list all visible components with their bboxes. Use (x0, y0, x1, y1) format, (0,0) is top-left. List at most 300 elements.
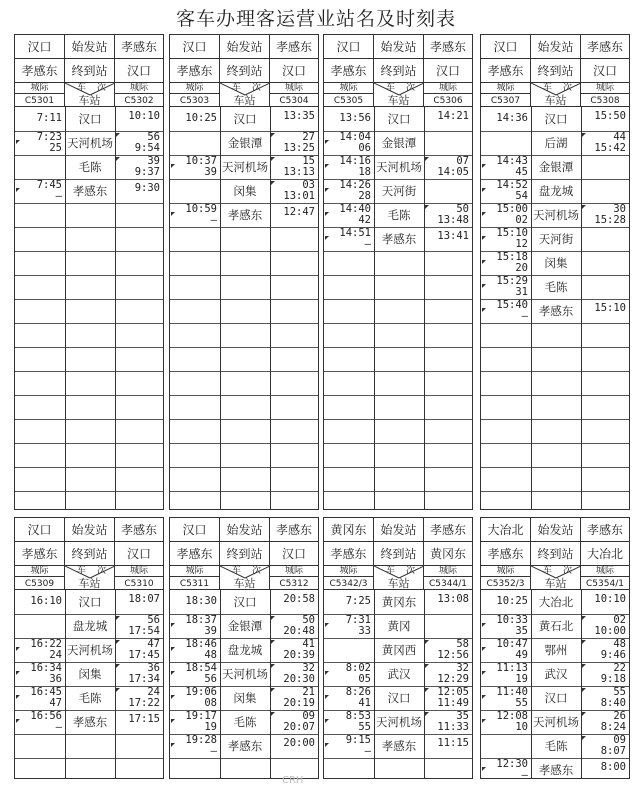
station-name: 天河机场 (67, 643, 113, 657)
grid-line (481, 347, 630, 348)
left-train-number: C5307 (490, 96, 521, 106)
grid-line (15, 251, 164, 252)
station-name: 鄂州 (544, 643, 568, 657)
departure-time: 36 (49, 673, 62, 685)
time: 14:21 (437, 110, 469, 122)
corner-mark (271, 664, 275, 668)
corner-mark (271, 133, 275, 137)
terminal-station: 大冶北 (586, 547, 623, 561)
che-label: 车 (543, 566, 553, 576)
arrival-time: 14:51 (339, 227, 371, 239)
arrival-time: 11:40 (496, 686, 528, 698)
arrival-departure-cell (270, 686, 318, 710)
header-row-origin (324, 35, 473, 59)
arrival-time: 16:34 (30, 662, 62, 674)
arrival-departure-cell (424, 734, 472, 758)
arrival-departure-cell (481, 299, 531, 323)
header-row-origin (481, 518, 630, 542)
station-name: 孝感东 (381, 739, 417, 753)
arrival-time: 7:45 (36, 179, 62, 191)
intercity-label: 城际 (581, 83, 629, 94)
arrival-departure-cell (424, 710, 472, 734)
right-train-cell (270, 83, 318, 107)
departure-time: 06 (358, 142, 371, 154)
grid-line (15, 275, 164, 276)
arrival-time: 15:18 (496, 251, 528, 263)
left-train-cell (15, 83, 65, 107)
train-number-header (170, 83, 319, 107)
arrival-time: 56 (147, 131, 160, 143)
origin-station: 孝感东 (15, 542, 65, 566)
arrival-departure-cell (581, 614, 629, 638)
header-row-terminal (324, 542, 473, 566)
arrival-time: 50 (456, 203, 469, 215)
departure-time: 33 (358, 625, 371, 637)
arrival-departure-cell (481, 590, 531, 614)
arrival-departure-cell (581, 758, 629, 779)
grid-line (324, 299, 473, 300)
arrival-departure-cell (15, 662, 65, 686)
station-header-cell (374, 83, 424, 107)
departure-time: 12 (515, 238, 528, 250)
corner-mark (482, 623, 486, 627)
departure-time: 9:46 (600, 649, 626, 661)
grid-line (15, 299, 164, 300)
time: 20:58 (283, 593, 315, 605)
arrival-departure-cell (481, 275, 531, 299)
time: 14:36 (496, 112, 528, 124)
arrival-departure-cell (170, 638, 220, 662)
departure-time: 55 (515, 697, 528, 709)
grid-line (324, 467, 473, 468)
corner-mark (16, 695, 20, 699)
terminal-station: 孝感东 (586, 40, 623, 54)
arrival-departure-cell (481, 758, 531, 779)
origin-station: 汉口 (15, 35, 65, 59)
station-name: 汉口 (544, 691, 568, 705)
corner-mark (482, 647, 486, 651)
corner-mark (425, 640, 429, 644)
departure-time: 8:24 (600, 721, 626, 733)
arrival-departure-cell (424, 662, 472, 686)
arrival-time: 03 (302, 179, 315, 191)
arrival-departure-cell (424, 227, 472, 251)
left-train-cell (324, 566, 374, 590)
departure-time: 41 (358, 697, 371, 709)
arrival-time: 15 (302, 155, 315, 167)
station-name: 孝感东 (538, 763, 574, 777)
arrival-departure-cell (270, 131, 318, 155)
arrival-time: 55 (613, 686, 626, 698)
corner-mark (171, 164, 175, 168)
departure-time: 47 (49, 697, 62, 709)
train-number-header (15, 566, 164, 590)
station-name: 天河街 (538, 232, 574, 246)
timetable-panel (323, 517, 473, 779)
grid-line (15, 758, 164, 759)
departure-time: 12:29 (437, 673, 469, 685)
train-number-header (324, 566, 473, 590)
origin-station: 汉口 (324, 35, 374, 59)
departure-time: 9:18 (600, 673, 626, 685)
arrival-departure-cell (324, 662, 374, 686)
corner-mark (171, 743, 175, 747)
corner-mark (271, 712, 275, 716)
right-train-number: C5302 (124, 96, 154, 106)
intercity-label: 城际 (115, 566, 163, 577)
corner-mark (271, 688, 275, 692)
corner-mark (582, 133, 586, 137)
arrival-departure-cell (581, 251, 629, 275)
origin-station: 黄冈东 (324, 518, 374, 542)
arrival-time: 16:56 (30, 710, 62, 722)
arrival-departure-cell (170, 179, 220, 203)
arrival-departure-cell (15, 155, 65, 179)
time: 15:10 (594, 302, 626, 314)
left-train-number: C5301 (24, 96, 55, 106)
time: 10:25 (496, 595, 528, 607)
origin-station: 孝感东 (170, 542, 220, 566)
station-name: 孝感东 (538, 304, 574, 318)
intercity-label: 城际 (424, 566, 472, 577)
right-train-cell (270, 566, 318, 590)
time: 11:15 (437, 737, 469, 749)
grid-line (324, 251, 473, 252)
terminal-label: 终到站 (220, 59, 270, 83)
arrival-time: 14:16 (339, 155, 371, 167)
left-train-number: C5303 (179, 96, 210, 106)
corner-mark (582, 205, 586, 209)
grid-line (15, 491, 164, 492)
time: 16:10 (30, 595, 62, 607)
origin-label: 始发站 (220, 518, 270, 542)
origin-station: 孝感东 (324, 59, 374, 83)
grid-line (170, 227, 319, 228)
terminal-label: 终到站 (531, 542, 581, 566)
grid-line (324, 491, 473, 492)
grid-line (170, 371, 319, 372)
terminal-station: 孝感东 (429, 40, 466, 54)
arrival-time: 18:46 (185, 638, 217, 650)
departure-time: 17:54 (128, 625, 160, 637)
arrival-departure-cell (324, 179, 374, 203)
departure-time: — (364, 745, 371, 757)
station-name: 毛陈 (233, 715, 257, 729)
grid-line (15, 227, 164, 228)
arrival-departure-cell (324, 227, 374, 251)
station-name: 毛陈 (544, 739, 568, 753)
grid-line (15, 395, 164, 396)
corner-mark (482, 236, 486, 240)
arrival-departure-cell (481, 251, 531, 275)
arrival-time: 10:59 (185, 203, 217, 215)
arrival-departure-cell (324, 686, 374, 710)
time: 8:00 (600, 761, 626, 773)
departure-time: 20:30 (283, 673, 315, 685)
arrival-time: 14:52 (496, 179, 528, 191)
station-name: 黄冈西 (381, 643, 417, 657)
arrival-departure-cell (481, 638, 531, 662)
arrival-time: 02 (613, 614, 626, 626)
terminal-label: 终到站 (220, 542, 270, 566)
arrival-departure-cell (424, 638, 472, 662)
arrival-departure-cell (170, 155, 220, 179)
departure-time: 08 (204, 697, 217, 709)
departure-time: 55 (358, 721, 371, 733)
arrival-time: 9:15 (345, 734, 371, 746)
station-name: 黄石北 (538, 619, 574, 633)
station-label: 车站 (233, 577, 256, 590)
arrival-time: 8:53 (345, 710, 371, 722)
timetable-panel (323, 34, 473, 510)
corner-mark (425, 664, 429, 668)
arrival-time: 7:23 (36, 131, 62, 143)
arrival-departure-cell (424, 131, 472, 155)
left-train-number: C5311 (179, 579, 210, 589)
arrival-departure-cell (170, 734, 220, 758)
grid-line (15, 347, 164, 348)
departure-time: — (55, 721, 62, 733)
grid-line (481, 323, 630, 324)
station-name: 毛陈 (544, 280, 568, 294)
station-label: 车站 (387, 577, 410, 590)
corner-mark (116, 688, 120, 692)
grid-line (481, 395, 630, 396)
departure-time: 13:25 (283, 142, 315, 154)
departure-time: 9:54 (134, 142, 160, 154)
grid-line (170, 758, 319, 759)
origin-station: 孝感东 (324, 542, 374, 566)
corner-mark (325, 164, 329, 168)
arrival-departure-cell (424, 686, 472, 710)
arrival-departure-cell (115, 131, 163, 155)
header-row-origin (324, 518, 473, 542)
station-name: 孝感东 (381, 232, 417, 246)
ci-label: 次 (96, 566, 106, 576)
corner-mark (425, 205, 429, 209)
train-number-header (15, 83, 164, 107)
arrival-time: 09 (302, 710, 315, 722)
station-name: 盘龙城 (72, 619, 108, 633)
corner-mark (271, 157, 275, 161)
right-train-number: C5344/1 (429, 579, 467, 589)
left-train-number: C5305 (333, 96, 364, 106)
station-name: 汉口 (233, 112, 257, 126)
header-row-terminal (324, 59, 473, 83)
arrival-time: 8:26 (345, 686, 371, 698)
arrival-time: 56 (147, 614, 160, 626)
intercity-label: 城际 (481, 566, 530, 577)
arrival-departure-cell (581, 686, 629, 710)
grid-line (15, 203, 164, 204)
station-name: 天河机场 (222, 160, 268, 174)
departure-time: 18 (358, 166, 371, 178)
intercity-label: 城际 (324, 83, 373, 94)
arrival-departure-cell (15, 638, 65, 662)
arrival-departure-cell (581, 227, 629, 251)
arrival-departure-cell (581, 275, 629, 299)
grid-line (170, 419, 319, 420)
station-name: 盘龙城 (538, 184, 574, 198)
station-name: 黄冈东 (381, 595, 417, 609)
departure-time: — (55, 190, 62, 202)
terminal-station: 汉口 (435, 64, 460, 78)
header-row-terminal (170, 542, 319, 566)
arrival-departure-cell (270, 203, 318, 227)
terminal-station: 汉口 (126, 64, 151, 78)
station-name: 黄冈 (387, 619, 411, 633)
departure-time: 45 (515, 166, 528, 178)
arrival-time: 12:30 (496, 758, 528, 770)
time: 18:07 (128, 593, 160, 605)
intercity-label: 城际 (481, 83, 530, 94)
arrival-time: 10:47 (496, 638, 528, 650)
corner-mark (482, 671, 486, 675)
corner-mark (582, 688, 586, 692)
origin-station: 汉口 (170, 518, 220, 542)
terminal-station: 孝感东 (275, 40, 312, 54)
arrival-time: 15:00 (496, 203, 528, 215)
time: 12:47 (283, 206, 315, 218)
station-name: 汉口 (78, 595, 102, 609)
station-name: 天河机场 (222, 667, 268, 681)
corner-mark (16, 140, 20, 144)
departure-time: 20 (515, 262, 528, 274)
grid-line (324, 275, 473, 276)
arrival-departure-cell (115, 710, 163, 734)
departure-time: 02 (515, 214, 528, 226)
arrival-time: 14:26 (339, 179, 371, 191)
corner-mark (116, 616, 120, 620)
arrival-time: 12:05 (437, 686, 469, 698)
header-row-terminal (481, 542, 630, 566)
departure-time: 11:49 (437, 697, 469, 709)
station-header-cell (65, 566, 115, 590)
station-header-cell (220, 566, 270, 590)
departure-time: 8:40 (600, 697, 626, 709)
intercity-label: 城际 (324, 566, 373, 577)
grid-line (324, 419, 473, 420)
arrival-departure-cell (15, 590, 65, 614)
terminal-label: 终到站 (531, 59, 581, 83)
station-name: 武汉 (544, 667, 568, 681)
corner-mark (482, 188, 486, 192)
station-name: 天河机场 (533, 715, 579, 729)
arrival-departure-cell (424, 203, 472, 227)
station-header-cell (374, 566, 424, 590)
arrival-time: 14:04 (339, 131, 371, 143)
time: 13:41 (437, 230, 469, 242)
arrival-time: 21 (302, 686, 315, 698)
origin-station: 孝感东 (170, 59, 220, 83)
station-name: 汉口 (387, 112, 411, 126)
corner-mark (482, 767, 486, 771)
header-row-origin (481, 35, 630, 59)
departure-time: 13:13 (283, 166, 315, 178)
departure-time: 35 (515, 625, 528, 637)
corner-mark (325, 236, 329, 240)
arrival-departure-cell (481, 227, 531, 251)
arrival-time: 39 (147, 155, 160, 167)
arrival-departure-cell (115, 590, 163, 614)
grid-line (170, 323, 319, 324)
departure-time: 48 (204, 649, 217, 661)
arrival-time: 16:45 (30, 686, 62, 698)
arrival-departure-cell (170, 710, 220, 734)
departure-time: 13:01 (283, 190, 315, 202)
arrival-departure-cell (115, 662, 163, 686)
origin-label: 始发站 (374, 518, 424, 542)
departure-time: 10 (515, 721, 528, 733)
origin-station: 大冶北 (481, 518, 531, 542)
intercity-label: 城际 (15, 83, 64, 94)
origin-station: 孝感东 (481, 542, 531, 566)
corner-mark (325, 719, 329, 723)
time: 20:00 (283, 737, 315, 749)
right-train-cell (581, 566, 629, 590)
departure-time: 15:28 (594, 214, 626, 226)
arrival-time: 14:40 (339, 203, 371, 215)
arrival-departure-cell (581, 179, 629, 203)
arrival-departure-cell (581, 131, 629, 155)
arrival-departure-cell (481, 107, 531, 131)
arrival-departure-cell (115, 686, 163, 710)
station-name: 盘龙城 (227, 643, 263, 657)
station-label: 车站 (233, 94, 256, 107)
corner-mark (171, 212, 175, 216)
arrival-time: 26 (613, 710, 626, 722)
grid-line (170, 275, 319, 276)
arrival-departure-cell (324, 710, 374, 734)
corner-mark (16, 188, 20, 192)
right-train-cell (424, 566, 472, 590)
departure-time: 31 (515, 286, 528, 298)
departure-time: 20:19 (283, 697, 315, 709)
corner-mark (582, 712, 586, 716)
grid-line (15, 734, 164, 735)
right-train-number: C5308 (590, 96, 620, 106)
departure-time: 56 (204, 673, 217, 685)
time: 9:30 (134, 182, 160, 194)
corner-mark (425, 712, 429, 716)
intercity-label: 城际 (170, 83, 219, 94)
terminal-label: 终到站 (374, 59, 424, 83)
left-train-cell (481, 83, 531, 107)
departure-time: 19 (515, 673, 528, 685)
terminal-station: 汉口 (281, 64, 306, 78)
corner-mark (171, 671, 175, 675)
arrival-departure-cell (481, 614, 531, 638)
corner-mark (325, 671, 329, 675)
departure-time: 19 (204, 721, 217, 733)
corner-mark (425, 688, 429, 692)
departure-time: 14:05 (437, 166, 469, 178)
right-train-cell (115, 83, 163, 107)
arrival-departure-cell (424, 155, 472, 179)
arrival-departure-cell (481, 203, 531, 227)
time: 7:25 (345, 595, 371, 607)
intercity-label: 城际 (115, 83, 163, 94)
station-name: 天河机场 (376, 160, 422, 174)
arrival-departure-cell (15, 710, 65, 734)
intercity-label: 城际 (270, 566, 318, 577)
train-number-header (481, 83, 630, 107)
corner-mark (271, 640, 275, 644)
arrival-time: 19:17 (185, 710, 217, 722)
arrival-time: 11:13 (496, 662, 528, 674)
che-label: 车 (232, 566, 242, 576)
origin-label: 始发站 (374, 35, 424, 59)
